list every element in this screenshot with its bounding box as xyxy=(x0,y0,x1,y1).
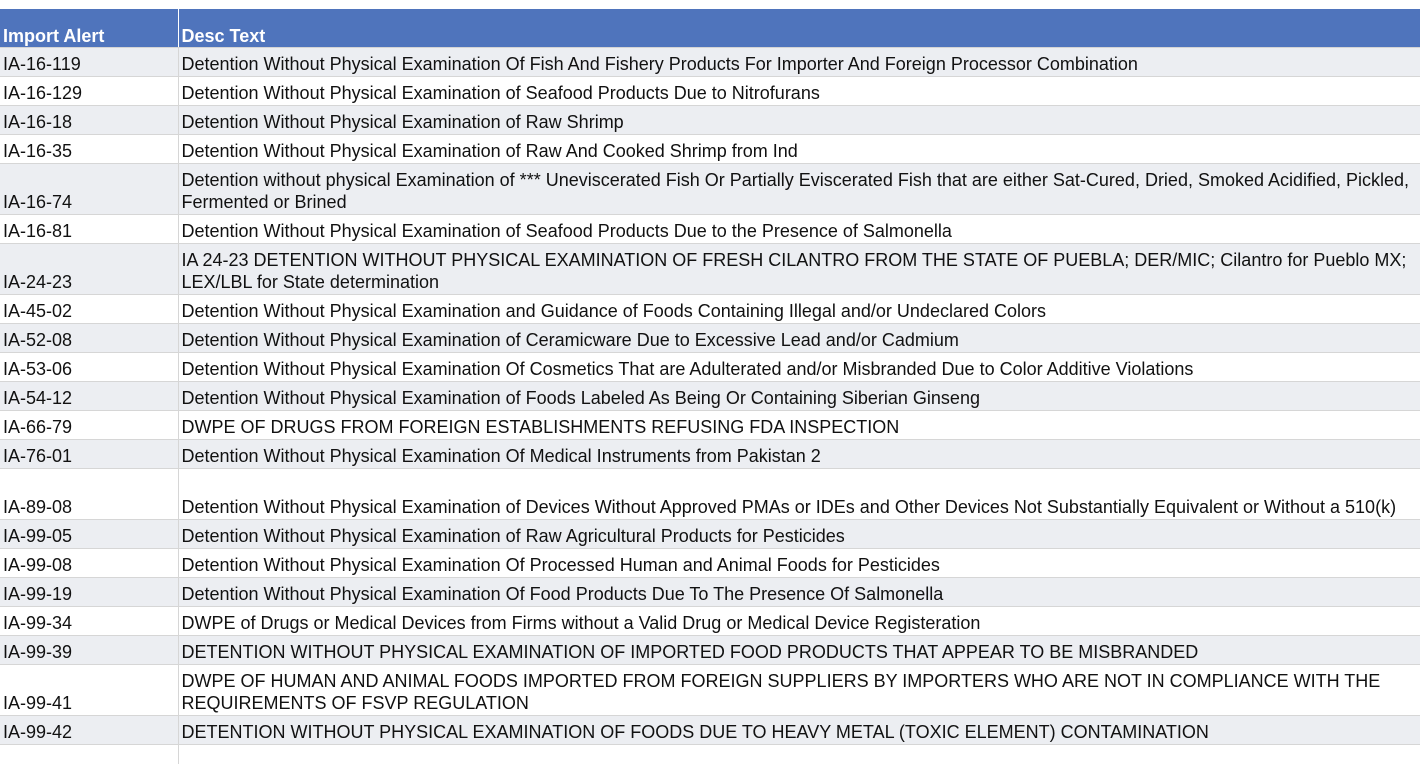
cell-desc-text[interactable]: Detention without physical Examination of *** Uneviscerated Fish Or Partially Eviscerated Fish that are either Sat-Cured, Dried, Smoked Acidified, Pickled, Fermented or Brined xyxy=(178,163,1420,214)
cell-desc-text[interactable]: IA 24-23 DETENTION WITHOUT PHYSICAL EXAMINATION OF FRESH CILANTRO FROM THE STATE OF PUEBLA; DER/MIC; Cilantro for Pueblo MX; LEX/LBL for State determination xyxy=(178,243,1420,294)
cell-desc-text[interactable]: DWPE OF DRUGS FROM FOREIGN ESTABLISHMENTS REFUSING FDA INSPECTION xyxy=(178,410,1420,439)
table-row xyxy=(0,134,1420,163)
cell-import-alert[interactable]: IA-99-19 xyxy=(0,577,178,606)
cell-desc-text[interactable]: Detention Without Physical Examination Of Fish And Fishery Products For Importer And Foreign Processor Combination xyxy=(178,47,1420,76)
table-row xyxy=(0,664,1420,715)
cell-import-alert[interactable]: IA-76-01 xyxy=(0,439,178,468)
table-row xyxy=(0,439,1420,468)
cell-desc-text[interactable]: Detention Without Physical Examination of Foods Labeled As Being Or Containing Siberian Ginseng xyxy=(178,381,1420,410)
table-row xyxy=(0,47,1420,76)
cell-desc-text[interactable]: Detention Without Physical Examination of Ceramicware Due to Excessive Lead and/or Cadmium xyxy=(178,323,1420,352)
cell-import-alert[interactable]: IA-99-41 xyxy=(0,664,178,715)
table-row xyxy=(0,243,1420,294)
table-row xyxy=(0,519,1420,548)
cell-import-alert[interactable]: IA-89-08 xyxy=(0,468,178,519)
column-header-import-alert[interactable]: Import Alert xyxy=(0,9,178,47)
table-row xyxy=(0,163,1420,214)
cell-desc-text[interactable]: Detention Without Physical Examination of Raw And Cooked Shrimp from Ind xyxy=(178,134,1420,163)
cell-import-alert[interactable]: IA-99-08 xyxy=(0,548,178,577)
table-row xyxy=(0,635,1420,664)
table-row xyxy=(0,715,1420,744)
import-alert-table xyxy=(0,9,1420,764)
cell-import-alert[interactable]: IA-53-06 xyxy=(0,352,178,381)
cell-desc-text[interactable]: DWPE OF HUMAN AND ANIMAL FOODS IMPORTED FROM FOREIGN SUPPLIERS BY IMPORTERS WHO ARE NOT IN COMPLIANCE WITH THE REQUIREMENTS OF FSVP REGULATION xyxy=(178,664,1420,715)
table-row xyxy=(0,323,1420,352)
table-row xyxy=(0,548,1420,577)
cell-import-alert[interactable]: IA-99-05 xyxy=(0,519,178,548)
table-row xyxy=(0,352,1420,381)
cell-import-alert[interactable]: IA-99-39 xyxy=(0,635,178,664)
table-row xyxy=(0,76,1420,105)
cell-import-alert[interactable]: IA-16-18 xyxy=(0,105,178,134)
cell-desc-text[interactable]: Detention Without Physical Examination Of Food Products Due To The Presence Of Salmonella xyxy=(178,577,1420,606)
cell-import-alert[interactable]: IA-99-42 xyxy=(0,715,178,744)
cell-import-alert[interactable]: IA-54-12 xyxy=(0,381,178,410)
empty-cell[interactable] xyxy=(178,744,1420,764)
cell-desc-text[interactable]: Detention Without Physical Examination of Seafood Products Due to the Presence of Salmonella xyxy=(178,214,1420,243)
cell-desc-text[interactable]: Detention Without Physical Examination of Seafood Products Due to Nitrofurans xyxy=(178,76,1420,105)
cell-desc-text[interactable]: Detention Without Physical Examination of Raw Shrimp xyxy=(178,105,1420,134)
table-row xyxy=(0,214,1420,243)
cell-desc-text[interactable]: Detention Without Physical Examination Of Medical Instruments from Pakistan 2 xyxy=(178,439,1420,468)
cell-desc-text[interactable]: Detention Without Physical Examination of Raw Agricultural Products for Pesticides xyxy=(178,519,1420,548)
sheet-top-margin xyxy=(0,0,1420,9)
empty-row xyxy=(0,744,1420,764)
cell-desc-text[interactable]: Detention Without Physical Examination Of Processed Human and Animal Foods for Pesticides xyxy=(178,548,1420,577)
empty-cell[interactable] xyxy=(0,744,178,764)
cell-import-alert[interactable]: IA-66-79 xyxy=(0,410,178,439)
header-row xyxy=(0,9,1420,47)
cell-import-alert[interactable]: IA-16-81 xyxy=(0,214,178,243)
cell-import-alert[interactable]: IA-52-08 xyxy=(0,323,178,352)
table-row xyxy=(0,606,1420,635)
table-row xyxy=(0,381,1420,410)
table-row xyxy=(0,410,1420,439)
cell-import-alert[interactable]: IA-16-129 xyxy=(0,76,178,105)
cell-desc-text[interactable]: DETENTION WITHOUT PHYSICAL EXAMINATION OF FOODS DUE TO HEAVY METAL (TOXIC ELEMENT) CONTAMINATION xyxy=(178,715,1420,744)
table-row xyxy=(0,294,1420,323)
cell-import-alert[interactable]: IA-24-23 xyxy=(0,243,178,294)
cell-import-alert[interactable]: IA-16-74 xyxy=(0,163,178,214)
table-row xyxy=(0,105,1420,134)
cell-desc-text[interactable]: Detention Without Physical Examination of Devices Without Approved PMAs or IDEs and Other Devices Not Substantially Equivalent or Without a 510(k) xyxy=(178,468,1420,519)
cell-desc-text[interactable]: Detention Without Physical Examination and Guidance of Foods Containing Illegal and/or Undeclared Colors xyxy=(178,294,1420,323)
table-row xyxy=(0,468,1420,519)
cell-import-alert[interactable]: IA-45-02 xyxy=(0,294,178,323)
cell-import-alert[interactable]: IA-99-34 xyxy=(0,606,178,635)
cell-desc-text[interactable]: DETENTION WITHOUT PHYSICAL EXAMINATION OF IMPORTED FOOD PRODUCTS THAT APPEAR TO BE MISBRANDED xyxy=(178,635,1420,664)
column-header-desc-text[interactable]: Desc Text xyxy=(178,9,1420,47)
cell-import-alert[interactable]: IA-16-119 xyxy=(0,47,178,76)
cell-desc-text[interactable]: DWPE of Drugs or Medical Devices from Firms without a Valid Drug or Medical Device Registeration xyxy=(178,606,1420,635)
table-row xyxy=(0,577,1420,606)
cell-import-alert[interactable]: IA-16-35 xyxy=(0,134,178,163)
cell-desc-text[interactable]: Detention Without Physical Examination Of Cosmetics That are Adulterated and/or Misbranded Due to Color Additive Violations xyxy=(178,352,1420,381)
